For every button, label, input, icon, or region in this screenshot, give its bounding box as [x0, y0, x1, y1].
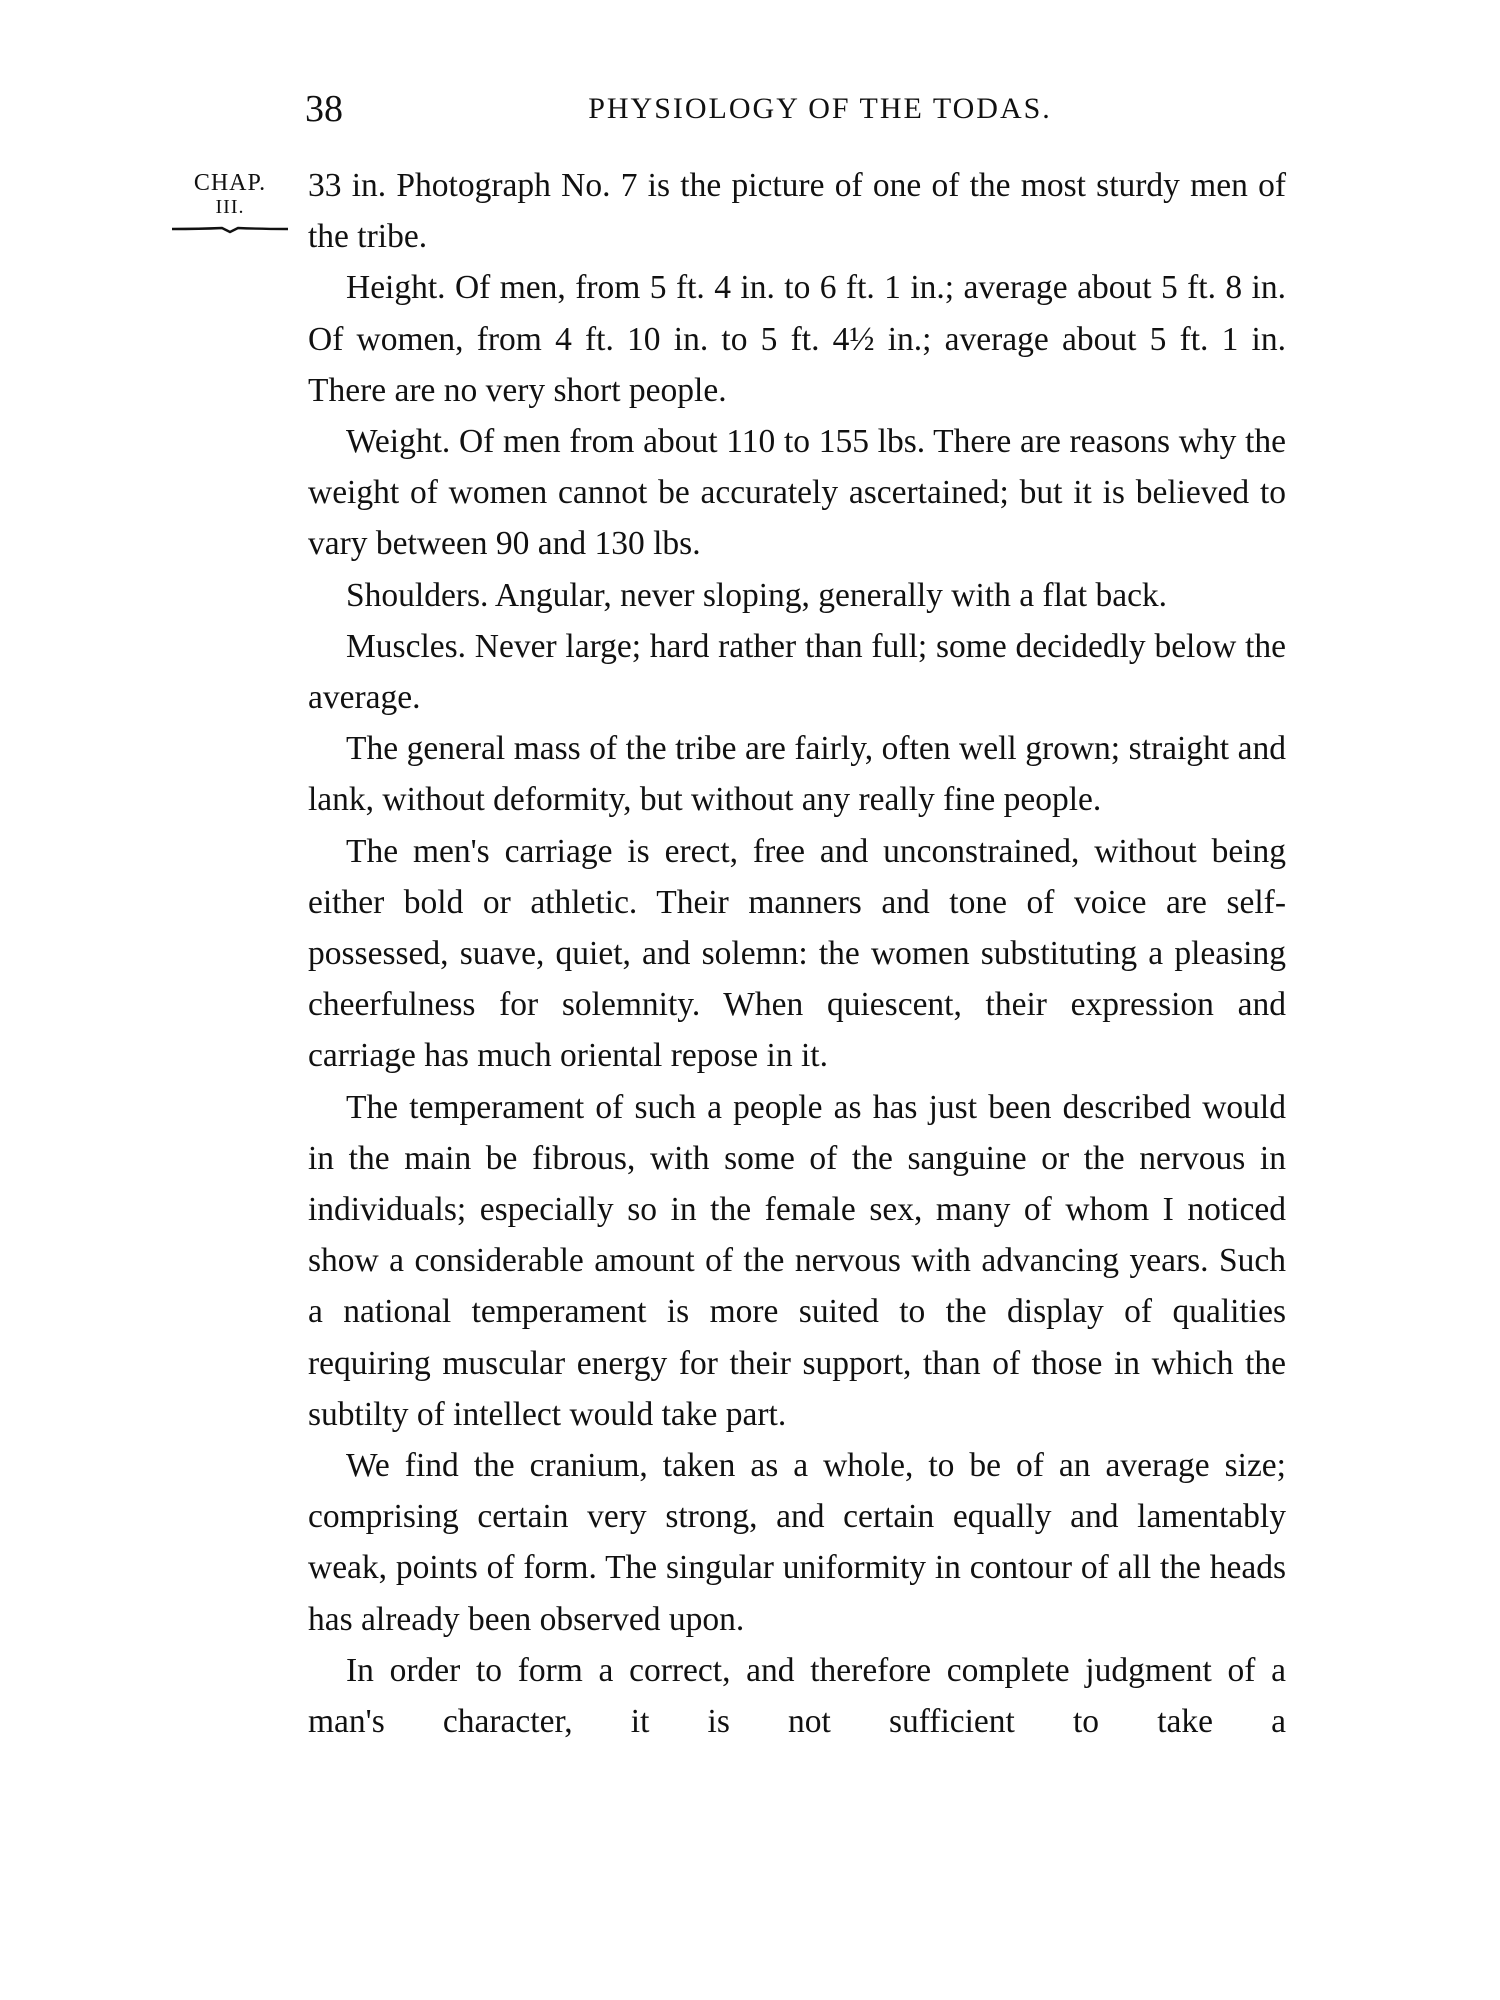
paragraph-general-mass: The general mass of the tribe are fairly, often well grown; straight and lank, without deformity, but without any really fine people.: [308, 730, 1286, 819]
paragraph-judgment: In order to form a correct, and therefore complete judgment of a man's character, it is not sufficient to take a: [308, 1651, 1286, 1741]
paragraph-weight: Weight. Of men from about 110 to 155 lbs. There are reasons why the weight of women cannot be accurately ascertained; but it is believed to vary between 90 and 130 lbs.: [308, 423, 1286, 563]
paragraph-shoulders: Shoulders. Angular, never sloping, generally with a flat back.: [346, 576, 1168, 614]
paragraph-height: Height. Of men, from 5 ft. 4 in. to 6 ft. 1 in.; average about 5 ft. 8 in. Of women, from 4 ft. 10 in. to 5 ft. 4½ in.; average about 5 ft. 1 in. There are no very short people.: [308, 269, 1286, 409]
running-title: PHYSIOLOGY OF THE TODAS.: [588, 92, 1052, 125]
paragraph-muscles: Muscles. Never large; hard rather than full; some decidedly below the average.: [308, 627, 1286, 717]
chapter-margin-note: [170, 170, 290, 234]
running-head: [305, 84, 1275, 134]
chapter-number: III.: [215, 196, 245, 218]
paragraph-carriage: The men's carriage is erect, free and unconstrained, without being either bold or athletic. Their manners and tone of voice are self-possessed, suave, quiet, and solemn: the women substituting a pleasing cheerfulness for solemnity. When quiescent, their expression and carriage has much oriental repose in it.: [308, 832, 1286, 1075]
body-text: [308, 160, 1286, 1747]
brace-flourish: [170, 220, 290, 234]
paragraph-temperament: The temperament of such a people as has just been described would in the main be fibrous, with some of the sanguine or the nervous in individuals; especially so in the female sex, many of whom I noticed show a considerable amount of the nervous with advancing years. Such a national temperament is more suited to the display of qualities requiring muscular energy for their support, than of those in which the subtilty of intellect would take part.: [308, 1088, 1286, 1433]
chapter-label: CHAP.: [193, 170, 267, 196]
page-number: 38: [305, 88, 343, 130]
paragraph-continuation: 33 in. Photograph No. 7 is the picture of one of the most sturdy men of the tribe.: [308, 167, 1286, 256]
paragraph-cranium: We find the cranium, taken as a whole, to be of an average size; comprising certain very strong, and certain equally and lamentably weak, points of form. The singular uniformity in contour of all the heads has already been observed upon.: [308, 1447, 1286, 1638]
